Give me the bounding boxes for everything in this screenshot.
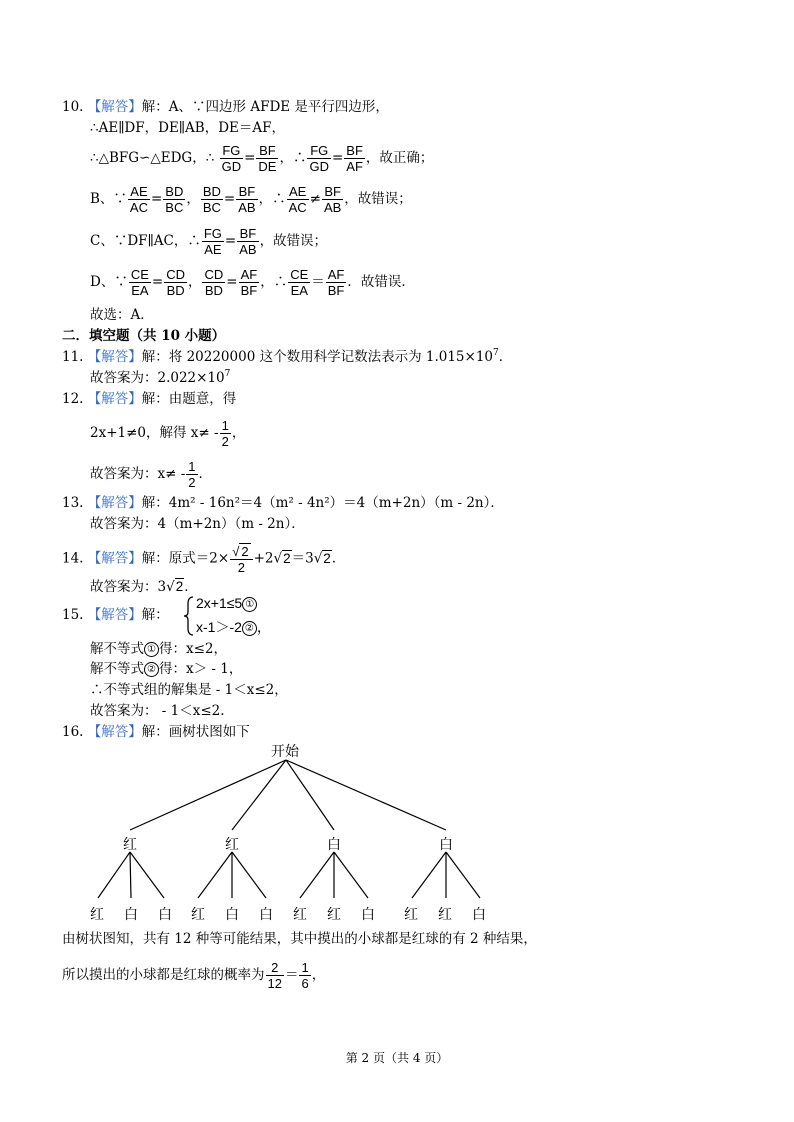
fraction: $\frac{CD}{BD}$ (166, 267, 185, 298)
q15-line4: ∴不等式组的解集是 - 1＜x≤2， (90, 682, 288, 698)
q14-answer: 故答案为：3√2． (90, 579, 198, 595)
q13-answer: 故答案为：4（m+2n）（m - 2n）． (90, 516, 305, 532)
q15-solution-tag: 【解答】 (87, 607, 142, 623)
q11-solution-tag: 【解答】 (87, 349, 142, 365)
fraction: $\frac{BF}{AB}$ (238, 184, 256, 215)
fraction: $\frac{CE}{EA}$ (130, 267, 149, 298)
fraction: $\frac{BF}{AB}$ (323, 184, 342, 215)
fraction: $\frac{FG}{GD}$ (221, 143, 242, 174)
q16-line3: 所以摸出的小球都是红球的概率为 $\frac{2}{12}$ ＝ $\frac{1}{6}$ ， (62, 960, 326, 991)
tree-node-l2: 白 (225, 907, 239, 923)
q11-line1: 11. 【解答】解：将 20220000 这个数用科学记数法表示为 $1.015\times 10^7$． (62, 348, 513, 365)
tree-node-l2: 白 (361, 907, 375, 923)
fraction: $\frac{AF}{BF}$ (327, 267, 345, 298)
fraction: $\frac{BD}{BC}$ (202, 184, 221, 215)
tree-node-l2: 红 (404, 907, 418, 923)
fraction: $\frac{1}{6}$ (301, 960, 309, 991)
q12-line2: 2x+1≠0，解得 x≠ - $\frac{1}{2}$ ， (90, 418, 246, 449)
q12-answer: 故答案为：x≠ - $\frac{1}{2}$ ． (90, 459, 213, 490)
fraction: $\frac{FG}{AE}$ (203, 226, 222, 257)
q14-solution-tag: 【解答】 (87, 550, 142, 567)
fraction: $\frac{1}{2}$ (221, 418, 229, 449)
q10-lead: 解： (141, 99, 169, 115)
tree-node-l1: 白 (327, 837, 341, 853)
tree-node-l2: 红 (293, 907, 307, 923)
section-title: 二．填空题（共 10 小题） (62, 328, 226, 344)
fraction: $\frac{BD}{BC}$ (165, 184, 184, 215)
fraction: $\frac{AE}{AC}$ (288, 184, 307, 215)
q15-answer: 故答案为： - 1＜x≤2. (90, 703, 225, 719)
q16-line2: 由树状图知，共有 12 种等可能结果，其中摸出的小球都是红球的有 2 种结果， (62, 931, 537, 947)
q10-line6: D、∵ $\frac{CE}{EA}$ = $\frac{CD}{BD}$ ， $\frac{CD}{BD}$ = $\frac{AF}{BF}$ ，∴ $\frac{CE}{EA}$ ＝ $\frac{AF}{BF}$ ．故错误． (90, 267, 415, 298)
q15-system-line2: x-1＞-2 ② ， (196, 619, 271, 635)
q10-line2: ∴AE∥DF，DE∥AB，DE＝AF， (90, 120, 285, 136)
q15-system-line1: 2x+1≤5 ① (196, 595, 257, 612)
tree-node-l2: 红 (438, 907, 452, 923)
fraction: $\frac{1}{2}$ (188, 459, 196, 490)
fraction: $\frac{CE}{EA}$ (290, 267, 309, 298)
tree-node-l2: 红 (327, 907, 341, 923)
q10-solution-tag: 【解答】 (87, 99, 142, 115)
fraction: $\frac{BF}{AF}$ (346, 143, 363, 174)
q15-line2: 解不等式 ① 得：x≤2， (90, 641, 228, 657)
q10-line5: C、∵DF∥AC，∴ $\frac{FG}{AE}$ = $\frac{BF}{AB}$ ，故错误； (90, 226, 328, 257)
q10-l3-text: ∴△BFG∽△EDG，∴ (90, 150, 215, 166)
fraction: $\frac{CD}{BD}$ (204, 267, 224, 298)
tree-node-l2: 白 (259, 907, 273, 923)
fraction: $\frac{AF}{BF}$ (240, 267, 258, 298)
q13-line1: 13. 【解答】解：4m² - 16n²＝4（m² - 4n²）＝4（m+2n）（m - 2n）． (62, 495, 504, 511)
q11-answer: 故答案为：$2.022\times 10^7$ (90, 369, 231, 386)
tree-node-l2: 白 (158, 907, 172, 923)
fraction: $\frac{AE}{AC}$ (129, 184, 148, 215)
fraction: $\frac{FG}{GD}$ (309, 143, 329, 174)
page-footer: 第 2 页（共 4 页） (345, 1051, 449, 1065)
q16-solution-tag: 【解答】 (87, 724, 142, 740)
q10-line4: B、∵ $\frac{AE}{AC}$ = $\frac{BD}{BC}$ ， $\frac{BD}{BC}$ = $\frac{BF}{AB}$ ，∴ $\frac{AE}{AC}$ ≠ $\frac{BF}{AB}$ ，故错误； (90, 184, 412, 215)
tree-node-l2: 红 (90, 907, 104, 923)
q16-line1: 16. 【解答】解：画树状图如下 (62, 724, 250, 740)
tree-node-l1: 红 (123, 837, 137, 853)
tree-node-l2: 红 (191, 907, 205, 923)
q10-l1-text: A、∵四边形 AFDE 是平行四边形， (168, 99, 389, 115)
q14-line1: 14. 【解答】解：原式＝2× $\frac{√ 2}{2}$ +2√2＝3√2． (62, 544, 346, 575)
tree-node-l1: 白 (439, 837, 453, 853)
tree-node-l2: 白 (124, 907, 138, 923)
tree-node-l2: 白 (472, 907, 486, 923)
fraction: $\frac{√ 2}{2}$ (230, 543, 252, 575)
fraction: $\frac{BF}{DE}$ (258, 143, 277, 174)
q12-solution-tag: 【解答】 (87, 391, 142, 407)
q10-line3: ∴△BFG∽△EDG，∴ $\frac{FG}{GD}$ = $\frac{BF}{DE}$ ，∴ $\frac{FG}{GD}$ = $\frac{BF}{AF}$ ，故正确； (90, 143, 434, 174)
q13-solution-tag: 【解答】 (87, 495, 142, 511)
q10-number: 10. (62, 99, 84, 115)
q15-line1: 15. 【解答】解： (62, 607, 169, 623)
tree-node-l1: 红 (225, 837, 239, 853)
q15-line3: 解不等式 ② 得：x＞ - 1， (90, 661, 243, 677)
fraction: $\frac{BF}{AB}$ (239, 226, 257, 257)
q12-line1: 12. 【解答】解：由题意，得 (62, 391, 237, 407)
fraction: $\frac{2}{12}$ (267, 960, 282, 991)
tree-root: 开始 (271, 744, 299, 760)
q10-choose: 故选：A． (90, 307, 154, 323)
